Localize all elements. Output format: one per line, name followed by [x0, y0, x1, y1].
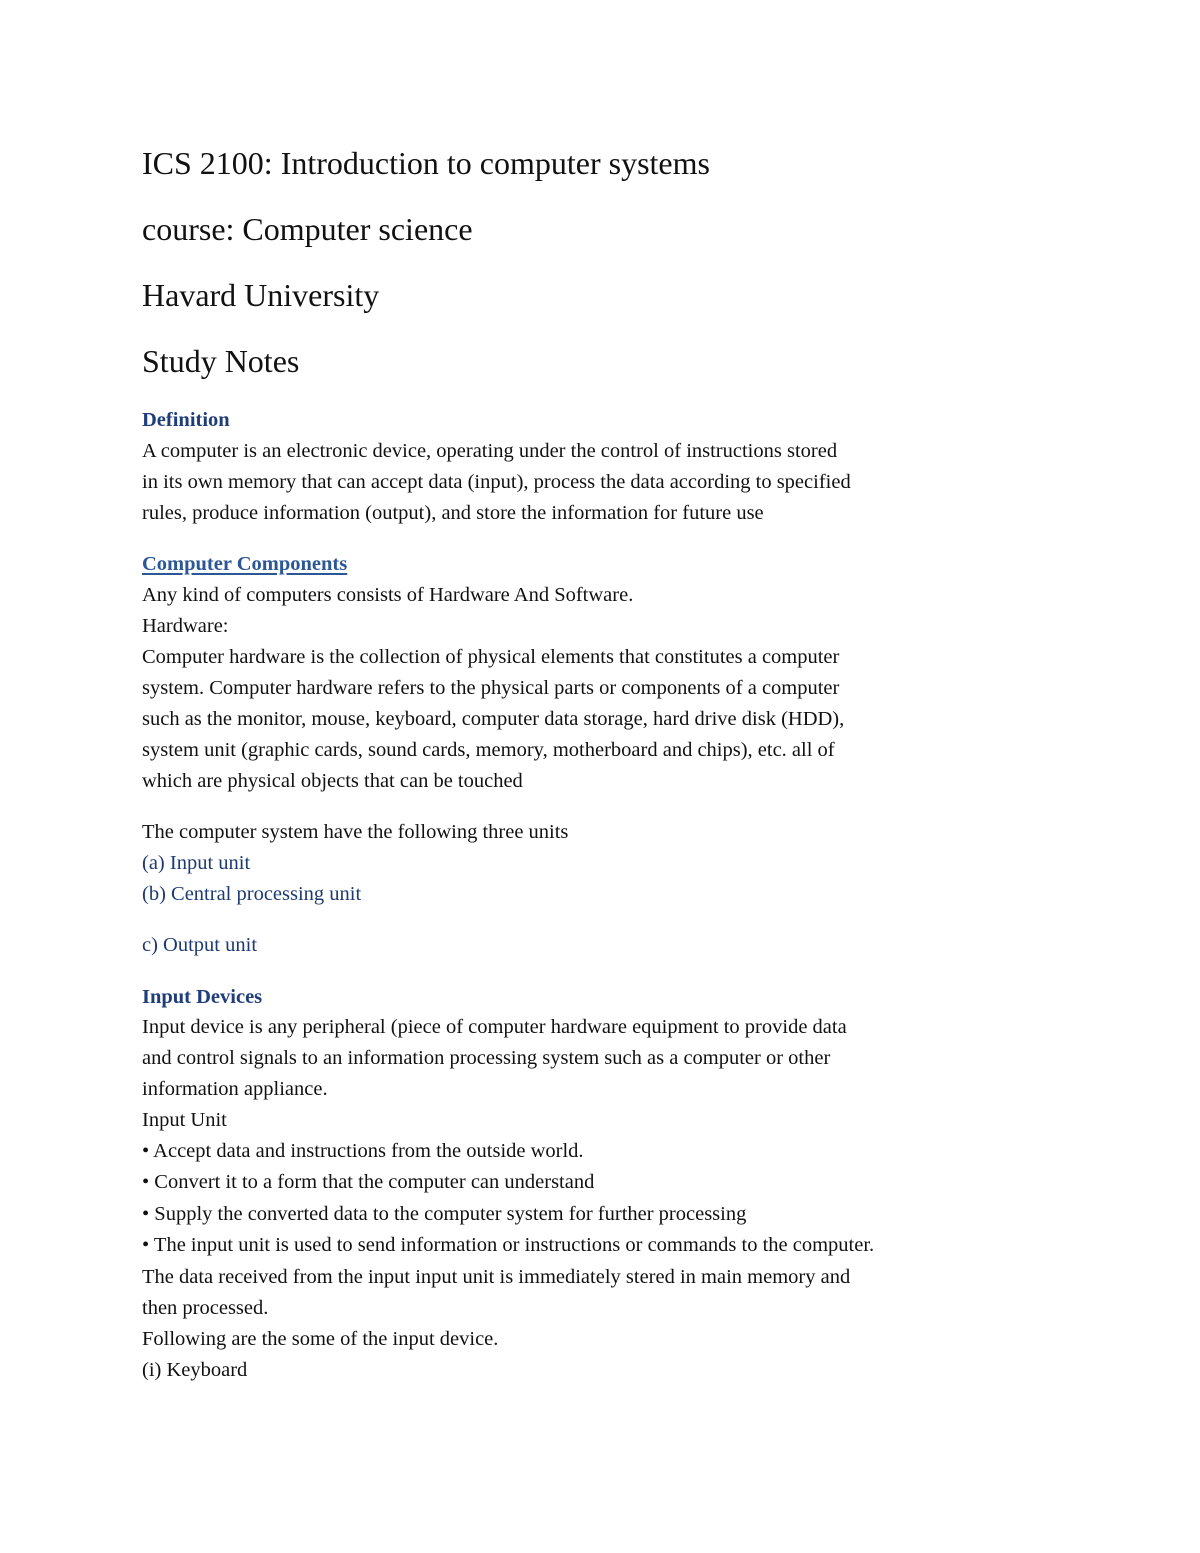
university-name: Havard University: [142, 277, 380, 313]
unit-item-output: c) Output unit: [142, 934, 258, 956]
input-unit-paragraph: then processed.: [142, 1297, 269, 1319]
hardware-line: which are physical objects that can be touched: [142, 770, 523, 792]
hardware-label: Hardware:: [142, 615, 229, 637]
definition-line: A computer is an electronic device, operating under the control of instructions stored: [142, 440, 838, 462]
input-unit-bullet: • Accept data and instructions from the outside world.: [142, 1140, 584, 1162]
components-heading: Computer Components: [142, 553, 348, 575]
input-devices-line: Input device is any peripheral (piece of computer hardware equipment to provide data: [142, 1016, 847, 1038]
unit-item-cpu: (b) Central processing unit: [142, 883, 362, 905]
hardware-line: such as the monitor, mouse, keyboard, computer data storage, hard drive disk (HDD),: [142, 708, 845, 730]
definition-line: rules, produce information (output), and store the information for future use: [142, 502, 764, 524]
input-unit-bullet: • The input unit is used to send information or instructions or commands to the computer.: [142, 1234, 875, 1256]
input-devices-line: and control signals to an information processing system such as a computer or other: [142, 1047, 831, 1069]
input-unit-label: Input Unit: [142, 1109, 227, 1131]
hardware-line: system unit (graphic cards, sound cards, memory, motherboard and chips), etc. all of: [142, 739, 835, 761]
unit-item-input: (a) Input unit: [142, 852, 251, 874]
input-devices-line: information appliance.: [142, 1078, 328, 1100]
input-unit-paragraph: The data received from the input input unit is immediately stered in main memory and: [142, 1266, 851, 1288]
hardware-line: Computer hardware is the collection of physical elements that constitutes a computer: [142, 646, 840, 668]
definition-heading: Definition: [142, 409, 230, 431]
components-intro: Any kind of computers consists of Hardware And Software.: [142, 584, 634, 606]
input-devices-heading: Input Devices: [142, 986, 263, 1008]
hardware-line: system. Computer hardware refers to the physical parts or components of a computer: [142, 677, 840, 699]
course-title: ICS 2100: Introduction to computer systems: [142, 145, 710, 181]
units-intro: The computer system have the following three units: [142, 821, 569, 843]
input-unit-bullet: • Supply the converted data to the computer system for further processing: [142, 1203, 747, 1225]
input-unit-bullet: • Convert it to a form that the computer can understand: [142, 1171, 595, 1193]
input-device-list-intro: Following are the some of the input device.: [142, 1328, 499, 1350]
definition-line: in its own memory that can accept data (input), process the data according to specified: [142, 471, 851, 493]
document-type: Study Notes: [142, 343, 300, 379]
course-name: course: Computer science: [142, 211, 473, 247]
input-device-keyboard: (i) Keyboard: [142, 1359, 248, 1381]
